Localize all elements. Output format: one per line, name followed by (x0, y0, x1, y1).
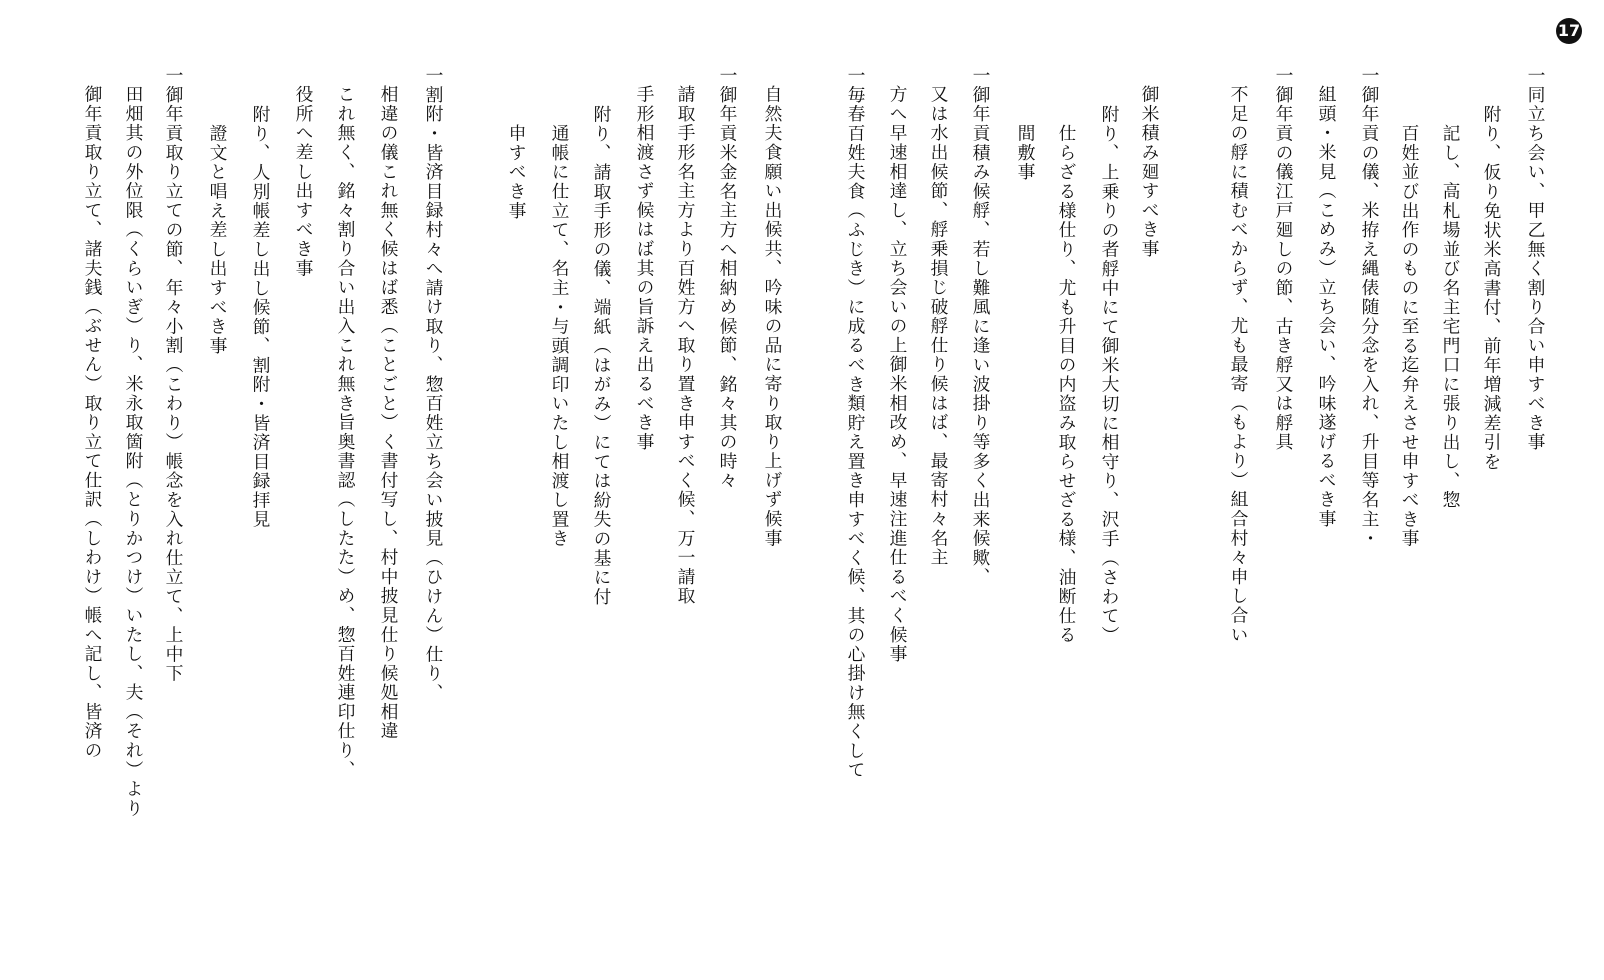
text-column: 役所へ差し出すべき事 (293, 85, 314, 279)
text-column: 手形相渡さず候はば其の旨訴え出るべき事 (634, 85, 655, 452)
text-column: 仕らざる様仕り、尤も升目の内盗み取らせざる様、油断仕る (1056, 123, 1077, 645)
text-column: 通帳に仕立て、名主・与頭調印いたし相渡し置き (549, 123, 570, 549)
text-column: 組頭・米見（こめみ）立ち会い、吟味遂げるべき事 (1316, 85, 1337, 529)
text-column: 不足の艀に積むべからず、尤も最寄（もより）組合村々申し合い (1228, 85, 1249, 645)
text-column: 一御年貢積み候艀、若し難風に逢い波掛り等多く出来候歟、 (970, 66, 991, 587)
text-column: 一御年貢米金名主方へ相納め候節、銘々其の時々 (717, 66, 738, 491)
text-column: 一割附・皆済目録村々へ請け取り、惣百姓立ち会い披見（ひけん）仕り、 (423, 66, 444, 703)
text-column: 間敷事 (1015, 123, 1036, 182)
text-column: 一御年貢の儀江戸廻しの節、古き艀又は艀具 (1273, 66, 1294, 452)
text-column: 一御年貢の儀、米拵え縄俵随分念を入れ、升目等名主・ (1359, 66, 1380, 549)
text-column: 御年貢取り立て、諸夫銭（ぶせん）取り立て仕訳（しわけ）帳へ記し、皆済の (82, 85, 103, 761)
vertical-text-body (24, 66, 1544, 946)
text-column: 又は水出候節、艀乗損じ破艀仕り候はば、最寄村々名主 (928, 85, 949, 568)
text-column: 百姓並び出作のものに至る迄弁えさせ申すべき事 (1399, 123, 1420, 549)
text-column: 證文と唱え差し出すべき事 (207, 123, 228, 356)
text-column: 御米積み廻すべき事 (1139, 85, 1160, 259)
text-column: 一毎春百姓夫食（ふじき）に成るべき類貯え置き申すべく候、其の心掛け無くして (845, 66, 866, 780)
text-column: 附り、仮り免状米高書付、前年増減差引を (1481, 104, 1502, 472)
text-column: 申すべき事 (506, 123, 527, 221)
text-column: 田畑其の外位限（くらいぎ）り、米永取箇附（とりかつけ）いたし、夫（それ）より (123, 85, 144, 819)
page-number-badge: 17 (1556, 18, 1582, 44)
text-column: 記し、高札場並び名主宅門口に張り出し、惣 (1440, 123, 1461, 510)
text-column: 方へ早速相達し、立ち会いの上御米相改め、早速注進仕るべく候事 (887, 85, 908, 664)
text-column: 請取手形名主方より百姓方へ取り置き申すべく候、万一請取 (675, 85, 696, 607)
text-column: 附り、人別帳差し出し候節、割附・皆済目録拝見 (250, 104, 271, 529)
text-column: 附り、上乗りの者艀中にて御米大切に相守り、沢手（さわて） (1099, 104, 1120, 645)
text-column: 自然夫食願い出候共、吟味の品に寄り取り上げず候事 (762, 85, 783, 549)
text-column: 一御年貢取り立ての節、年々小割（こわり）帳念を入れ仕立て、上中下 (163, 66, 184, 684)
text-column: 一同立ち会い、甲乙無く割り合い申すべき事 (1525, 66, 1546, 452)
text-column: これ無く、銘々割り合い出入これ無き旨奥書認（したた）め、惣百姓連印仕り、 (335, 85, 356, 780)
text-column: 相違の儀これ無く候はば悉（ことごと）く書付写し、村中披見仕り候処相違 (378, 85, 399, 742)
text-column: 附り、請取手形の儀、端紙（はがみ）にては紛失の基に付 (591, 104, 612, 607)
